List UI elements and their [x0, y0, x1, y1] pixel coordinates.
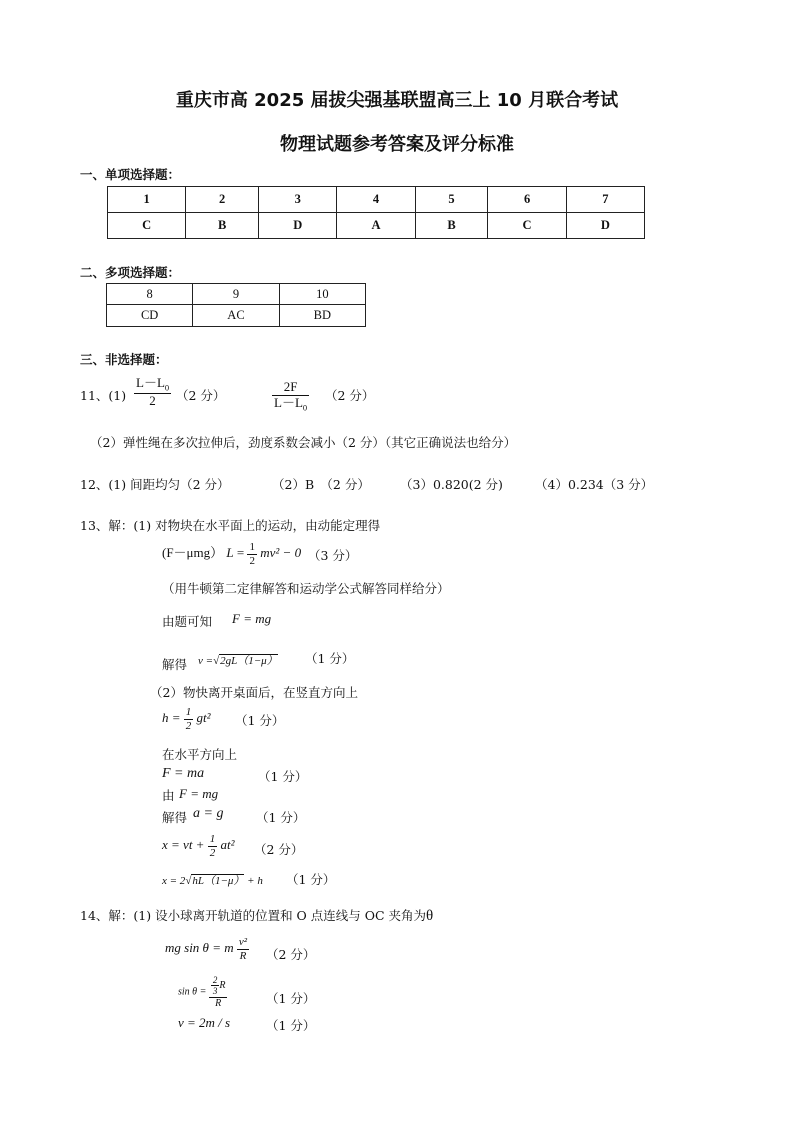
q14-eq2-left: sin θ = — [178, 986, 207, 998]
table-cell: AC — [193, 305, 279, 327]
q14-eq2-inner-den: 3 — [212, 986, 218, 997]
q13-h-right: gt² — [196, 710, 211, 726]
q13-get-score: （1 分） — [256, 810, 306, 825]
q13-solve-v: v = — [198, 655, 214, 667]
q14-eq2-den: R — [215, 997, 222, 1009]
q12-part3: （3）0.820(2 分) — [400, 477, 503, 492]
half-num: 1 — [249, 541, 255, 553]
q13-x2-right: + h — [247, 875, 263, 887]
table-cell: 5 — [415, 187, 488, 213]
table-cell: CD — [107, 305, 193, 327]
q11-fraction-1 — [134, 376, 171, 409]
q13-x2-left: x = 2 — [162, 875, 186, 887]
q13-note: （用牛顿第二定律解答和运动学公式解答同样给分） — [162, 581, 450, 596]
half-den: 2 — [209, 846, 216, 859]
multi-choice-table — [106, 283, 366, 327]
q13-get-eq: a = g — [193, 806, 224, 821]
q13-x2-sqrt: hL（1−μ） — [192, 875, 245, 887]
q11-score-1: （2 分） — [176, 388, 226, 403]
q13-fma: F = ma — [162, 766, 205, 781]
q14-eq2-inner-num: 2 — [212, 975, 218, 985]
q13-x-left: x = vt + — [162, 837, 205, 853]
q13-get-label: 解得 — [162, 810, 188, 825]
q12-part4: （4）0.234（3 分） — [535, 477, 654, 492]
q14-eq1-score: （2 分） — [266, 947, 316, 962]
q13-eq1-L: L — [226, 545, 234, 561]
table-cell: 6 — [488, 187, 566, 213]
q13-horizontal: 在水平方向上 — [162, 747, 238, 762]
section2-heading: 二、多项选择题： — [80, 265, 181, 280]
q11-f2-sub: 0 — [302, 402, 308, 413]
q14-eq3-score: （1 分） — [266, 1018, 316, 1033]
q11-score-2: （2 分） — [325, 388, 375, 403]
table-cell: B — [186, 213, 259, 239]
q13-x-eq — [162, 833, 234, 859]
q13-eq1-left: (F－μmg） — [162, 545, 224, 561]
table-cell: 9 — [193, 284, 279, 305]
q11-part2: （2）弹性绳在多次拉伸后，劲度系数会减小（2 分）（其它正确说法也给分） — [90, 435, 517, 450]
q13-by-eq: F = mg — [179, 786, 219, 801]
q13-solve-score: （1 分） — [305, 651, 355, 666]
q13-x-right: at² — [220, 837, 235, 853]
q11-f1-numerator: L－L — [136, 375, 165, 390]
q11-f2-denominator: L－L — [274, 394, 303, 410]
q14-eq3: v = 2m / s — [178, 1015, 231, 1030]
q13-fma-score: （1 分） — [258, 769, 308, 784]
q13-known-label: 由题可知 — [162, 614, 213, 629]
theta-symbol: θ — [426, 908, 434, 924]
table-cell: 10 — [279, 284, 365, 305]
section3-heading: 三、非选择题： — [80, 352, 168, 367]
q14-eq2 — [178, 975, 227, 1009]
table-cell: 3 — [259, 187, 337, 213]
q12-part1: 12、(1) 间距均匀（2 分） — [80, 477, 230, 492]
table-cell: D — [259, 213, 337, 239]
q13-eq1-score: （3 分） — [308, 548, 358, 563]
page-subtitle: 物理试题参考答案及评分标准 — [280, 134, 514, 155]
q13-part2: （2）物快离开桌面后，在竖直方向上 — [150, 685, 358, 700]
q14-eq1-den: R — [239, 949, 247, 962]
q13-intro: 13、解：(1) 对物块在水平面上的运动，由动能定理得 — [80, 518, 381, 533]
q14-eq1 — [165, 936, 249, 962]
q14-eq1-left: mg sin θ = m — [165, 940, 234, 956]
q14-intro — [80, 906, 433, 925]
q13-h-eq — [162, 706, 211, 732]
table-cell: B — [415, 213, 488, 239]
table-cell: 1 — [108, 187, 186, 213]
table-cell: 4 — [337, 187, 415, 213]
q14-eq1-num: v² — [238, 936, 248, 948]
q14-eq2-score: （1 分） — [266, 991, 316, 1006]
half-num: 1 — [185, 706, 192, 718]
table-cell: BD — [279, 305, 365, 327]
q13-x2-score: （1 分） — [286, 872, 336, 887]
table-cell: 7 — [566, 187, 644, 213]
table-cell: D — [566, 213, 644, 239]
table-cell: 2 — [186, 187, 259, 213]
table-cell: A — [337, 213, 415, 239]
q13-eq1: (F－μmg） L = $\frac{1}{2}$ mv² − 0 — [162, 541, 302, 567]
q13-eq1-right: mv² − 0 — [260, 545, 302, 561]
q13-solve-sqrt: 2gL（1−μ） — [220, 655, 278, 667]
q11-f1-sub: 0 — [164, 382, 170, 393]
half-num: 1 — [209, 833, 216, 845]
single-choice-table — [107, 186, 645, 239]
q11-f1-denominator: 2 — [149, 393, 156, 409]
table-cell: C — [108, 213, 186, 239]
section1-heading: 一、单项选择题： — [80, 167, 181, 182]
q13-x-score: （2 分） — [254, 842, 304, 857]
q13-by-label: 由 — [162, 788, 175, 803]
q11-f2-numerator: 2F — [272, 380, 309, 396]
table-cell: 8 — [107, 284, 193, 305]
q11-label: 11、(1) — [80, 388, 127, 403]
q13-h-score: （1 分） — [235, 713, 285, 728]
q13-known-eq: F = mg — [232, 611, 272, 626]
q14-eq2-R: R — [219, 980, 226, 992]
page-title: 重庆市高 2025 届拔尖强基联盟高三上 10 月联合考试 — [175, 90, 619, 111]
q14-intro-text: 14、解：(1) 设小球离开轨道的位置和 O 点连线与 OC 夹角为 — [80, 908, 427, 923]
q12-part2: （2）B （2 分） — [272, 477, 370, 492]
q11-fraction-2 — [272, 380, 309, 413]
half-den: 2 — [249, 554, 255, 567]
half-den: 2 — [185, 719, 192, 732]
q13-h-left: h = — [162, 710, 181, 726]
q13-x2-eq: x = 2√hL（1−μ） + h — [162, 875, 263, 887]
q13-solve-eq: v =√2gL（1−μ） — [198, 655, 278, 667]
q13-solve-label: 解得 — [162, 657, 188, 672]
table-cell: C — [488, 213, 566, 239]
